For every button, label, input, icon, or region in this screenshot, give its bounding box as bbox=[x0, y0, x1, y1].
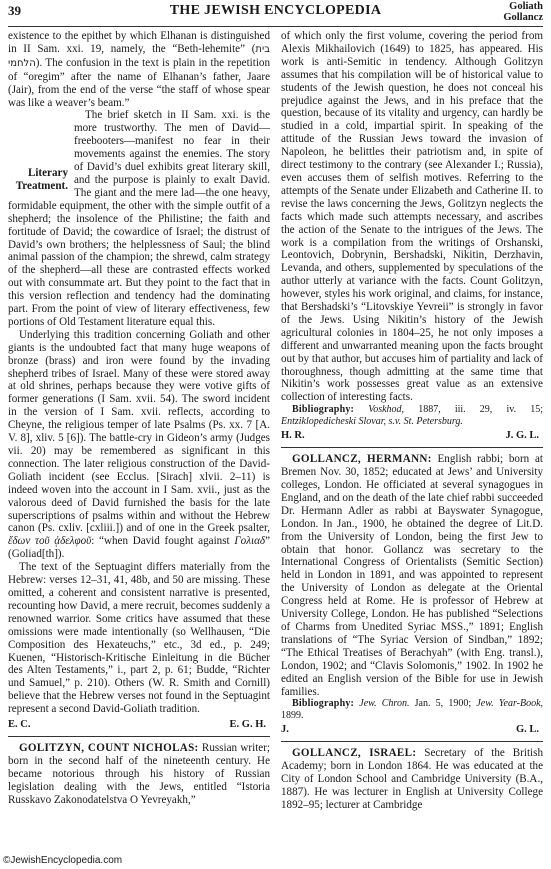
bib-title: Voskhod, bbox=[368, 404, 405, 416]
entry-text: English rabbi; born at Bremen Nov. 30, 1852; educated at Jews’ and University colleges, London. He officiated at several synagogues in England, and on the death of the late chief rabbi succeeded Dr. Hermann Adler as rabbi at Bayswater Synagogue, London. In Jan., 1900, he obtained the degree of Lit.D. from the University of London, being the first Jew to obtain that honor. Gollancz was secretary to the International Congress of Orientalists (Semitic Section) held in London in 1891, and was appointed to represent the University of London as delegate at the Oriental Congress held at Rome. He is professor of Hebrew at University College, London. He has published “Selections of Charms from Unedited Syriac MSS.,” 1891; English translations of “The Syriac Version of Sindban,” 1892; “The Ethical Treatises of Berachyah” (with Eng. transl.), London, 1902; and “Clavis Solomonis,” 1902. In 1902 he edited an English version of the Bible for use in Jewish families. bbox=[281, 453, 543, 698]
article-divider bbox=[281, 447, 543, 448]
left-column bbox=[8, 30, 270, 806]
running-words bbox=[503, 1, 543, 23]
bib-text: Jan. 5, 1900; bbox=[409, 698, 477, 710]
signature-right: G. L. bbox=[515, 724, 539, 736]
article-signature bbox=[281, 430, 543, 443]
article-divider bbox=[281, 741, 543, 742]
paragraph: of which only the first volume, covering the period from Alexis Mikhailovich (1649) to 1825, has appeared. His work is anti-Semitic in tendency. Although Golitzyn assumes that his compilation will be of historical value to students of the Jewish question, he does not conceal his prejudice against the Jews, and in his preface that the question, because of its vitality and urgency, can hardly be studied in a cold, impartial spirit. In speaking of the attitude of the Russian Jews toward the invasion of Napoleon, he belittles their patriotism and, in spite of direct testimony to the contrary (see Alexander I.; Russia), even accuses them of selfish motives. Referring to the attempts of the Senate under Elizabeth and Catherine II. to revise the laws concerning the Jews, Golitzyn neglects the facts which made such attempts necessary, and ascribes the action of the Senate to the intrigues of the Jews. The work is a compilation from the writings of Orshanski, Leontovich, Dobrynin, Bershadski, Nikitin, Derzhavin, Levanda, and others, supplemented by speculations of the author utterly at variance with the facts. Count Golitzyn, however, styles his work original, and claims, for instance, that Bershadski’s “Litovskiye Yevreii” is strongly in favor of the Jews. Using Nikitin’s history of the Jewish agricultural colonies in 1804–25, he not only imposes a different and unwarranted meaning upon the facts brought out by that author, but accuses him of partiality and lack of thoroughness, though admitting at the same time that Nikitin’s work possesses great value as an extensive collection of interesting facts. bbox=[281, 30, 543, 404]
article-entry bbox=[281, 453, 543, 698]
running-word-first: Goliath bbox=[509, 1, 543, 12]
signature-left: J. bbox=[281, 724, 289, 736]
entry-heading: GOLLANCZ, HERMANN: bbox=[292, 453, 432, 466]
text-run: ” (Goliad[th]). bbox=[8, 535, 271, 561]
entry-heading: GOLITZYN, COUNT NICHOLAS: bbox=[19, 741, 199, 754]
signature-left: E. C. bbox=[8, 719, 31, 731]
text-run: Underlying this tradition concerning Goliath and other giants is the undoubted fact that many huge weapons of bronze (brass) and iron were found by the invading shepherd tribes of Israel. Many of these were stored away at old shrines, perhaps because they were votive gifts of former generations (I Sam. xvii. 54). The sword incident in the version of I Sam. xvii. reflects, according to Cheyne, the religious temper of late Psalms (Ps. xx. 7 [A. V. 8], xliv. 5 [6]). The battle-cry in Gideon’s army (Judges vii. 20) may be remembered as significant in this connection. The later religious construction of the David-Goliath incident (see Ecclus. [Sirach] xlvii. 2–11) is indeed woven into the account in I Sam. xvii., just as the valorous deed of David furnished the basis for the late superscriptions of psalms within and without the Hebrew canon (Ps. cxliv. [cxliii.]) and of one in the Greek psalter, bbox=[8, 328, 270, 535]
entry-heading: GOLLANCZ, ISRAEL: bbox=[292, 747, 417, 760]
article-entry bbox=[281, 747, 543, 812]
margin-sidenote: Literary Treatment. bbox=[15, 167, 68, 193]
signature-right: J. G. L. bbox=[505, 430, 539, 442]
article-divider bbox=[8, 736, 270, 737]
bib-title: Entziklopedicheski Slovar, s.v. St. Petersburg. bbox=[281, 415, 463, 427]
entry-text: Secretary of the British Academy; born in London 1864. He was educated at the City of London School and Cambridge University (B.A., 1887). He was lecturer in English at University College 1892–95; lecturer at Cambridge bbox=[281, 747, 543, 811]
paragraph: The brief sketch in II Sam. xxi. is the more trustworthy. The men of David—freebooters—manifest no fear in their movements against the enemies. The story of David’s duel exhibits great literary skill, and the purpose is plainly to exalt David. The giant and the mere lad—the one heavy, formidable equipment, the other with the simple outfit of a shepherd; the insolence of the Philistine; the faith and fortitude of David; the cowardice of Israel; the distrust of David’s own brothers; the helplessness of Saul; the blind animal passion of the champion; the shrewd, calm strategy of the shepherd—all these are contrasted effects worked out with consummate art. But they point to the fact that in this version reflection and tendency had the dominating part. From the point of view of literary effectiveness, few portions of Old Testament literature equal this. bbox=[8, 109, 270, 328]
article-signature bbox=[8, 719, 270, 732]
page-header bbox=[8, 0, 543, 26]
site-watermark: ©JewishEncyclopedia.com bbox=[3, 855, 123, 866]
hebrew-text: בית הלחמי bbox=[8, 43, 270, 69]
article-signature bbox=[281, 724, 543, 737]
signature-right: E. G. H. bbox=[229, 719, 266, 731]
page-number: 39 bbox=[8, 3, 21, 18]
running-word-last: Gollancz bbox=[503, 12, 543, 23]
paragraph bbox=[8, 30, 270, 109]
paragraph bbox=[8, 329, 270, 561]
bibliography bbox=[281, 404, 543, 427]
right-column bbox=[281, 30, 543, 812]
article-entry bbox=[8, 742, 270, 807]
bib-text: 1899. bbox=[281, 709, 304, 721]
header-rule bbox=[8, 26, 543, 27]
text-run: : “when David fought against bbox=[91, 535, 230, 548]
text-run: existence to the epithet by which Elhanan is distinguished in II Sam. xxi. 19, namely, the “Beth-lehemite” ( bbox=[8, 30, 270, 55]
text-run: ). The confusion in the text is plain in the repetition of “oregim” after the name of Elhanan’s father, Jaare (Jair), from the end of the verse “the staff of whose spear was like a weaver’s beam.” bbox=[8, 56, 270, 109]
running-title: THE JEWISH ENCYCLOPEDIA bbox=[169, 3, 382, 18]
signature-left: H. R. bbox=[281, 430, 305, 442]
bib-title: Jew. Chron. bbox=[359, 698, 410, 710]
bib-text: 1887, iii. 29, iv. 15; bbox=[404, 404, 543, 416]
paragraph: The text of the Septuagint differs materially from the Hebrew: verses 12–31, 41, 48b, and 50 are missing. These omitted, a coherent and consistent narrative is presented, recounting how David, a mere recruit, becomes suddenly a renowned warrior. Some critics have assumed that these omissions were made intentionally (so Wellhausen, “Die Composition des Hexateuchs,” etc., 3d ed., p. 249; Kuenen, “Historisch-Kritische Einleitung in die Bücher des Alten Testaments,” i., part 2, p. 61; Budde, “Richter und Samuel,” p. 210). Others (W. R. Smith and Cornill) believe that the Hebrew verses not found in the Septuagint represent a second David-Goliath tradition. bbox=[8, 561, 270, 716]
bibliography-label: Bibliography: bbox=[292, 698, 355, 710]
bibliography bbox=[281, 698, 543, 721]
greek-text: Γολιαδ bbox=[234, 535, 266, 548]
entry-text: Russian writer; born in the second half of the nineteenth century. He became notorious through his history of Russian legislation dealing with the Jews, entitled “Istoria Russkavo Zakonodatelstva O Yevreyakh,” bbox=[8, 741, 270, 806]
bib-title: Jew. Year-Book, bbox=[476, 698, 544, 710]
greek-text: ἔδων τοῦ ᾀδελφοῦ bbox=[8, 535, 92, 548]
bibliography-label: Bibliography: bbox=[292, 404, 355, 416]
